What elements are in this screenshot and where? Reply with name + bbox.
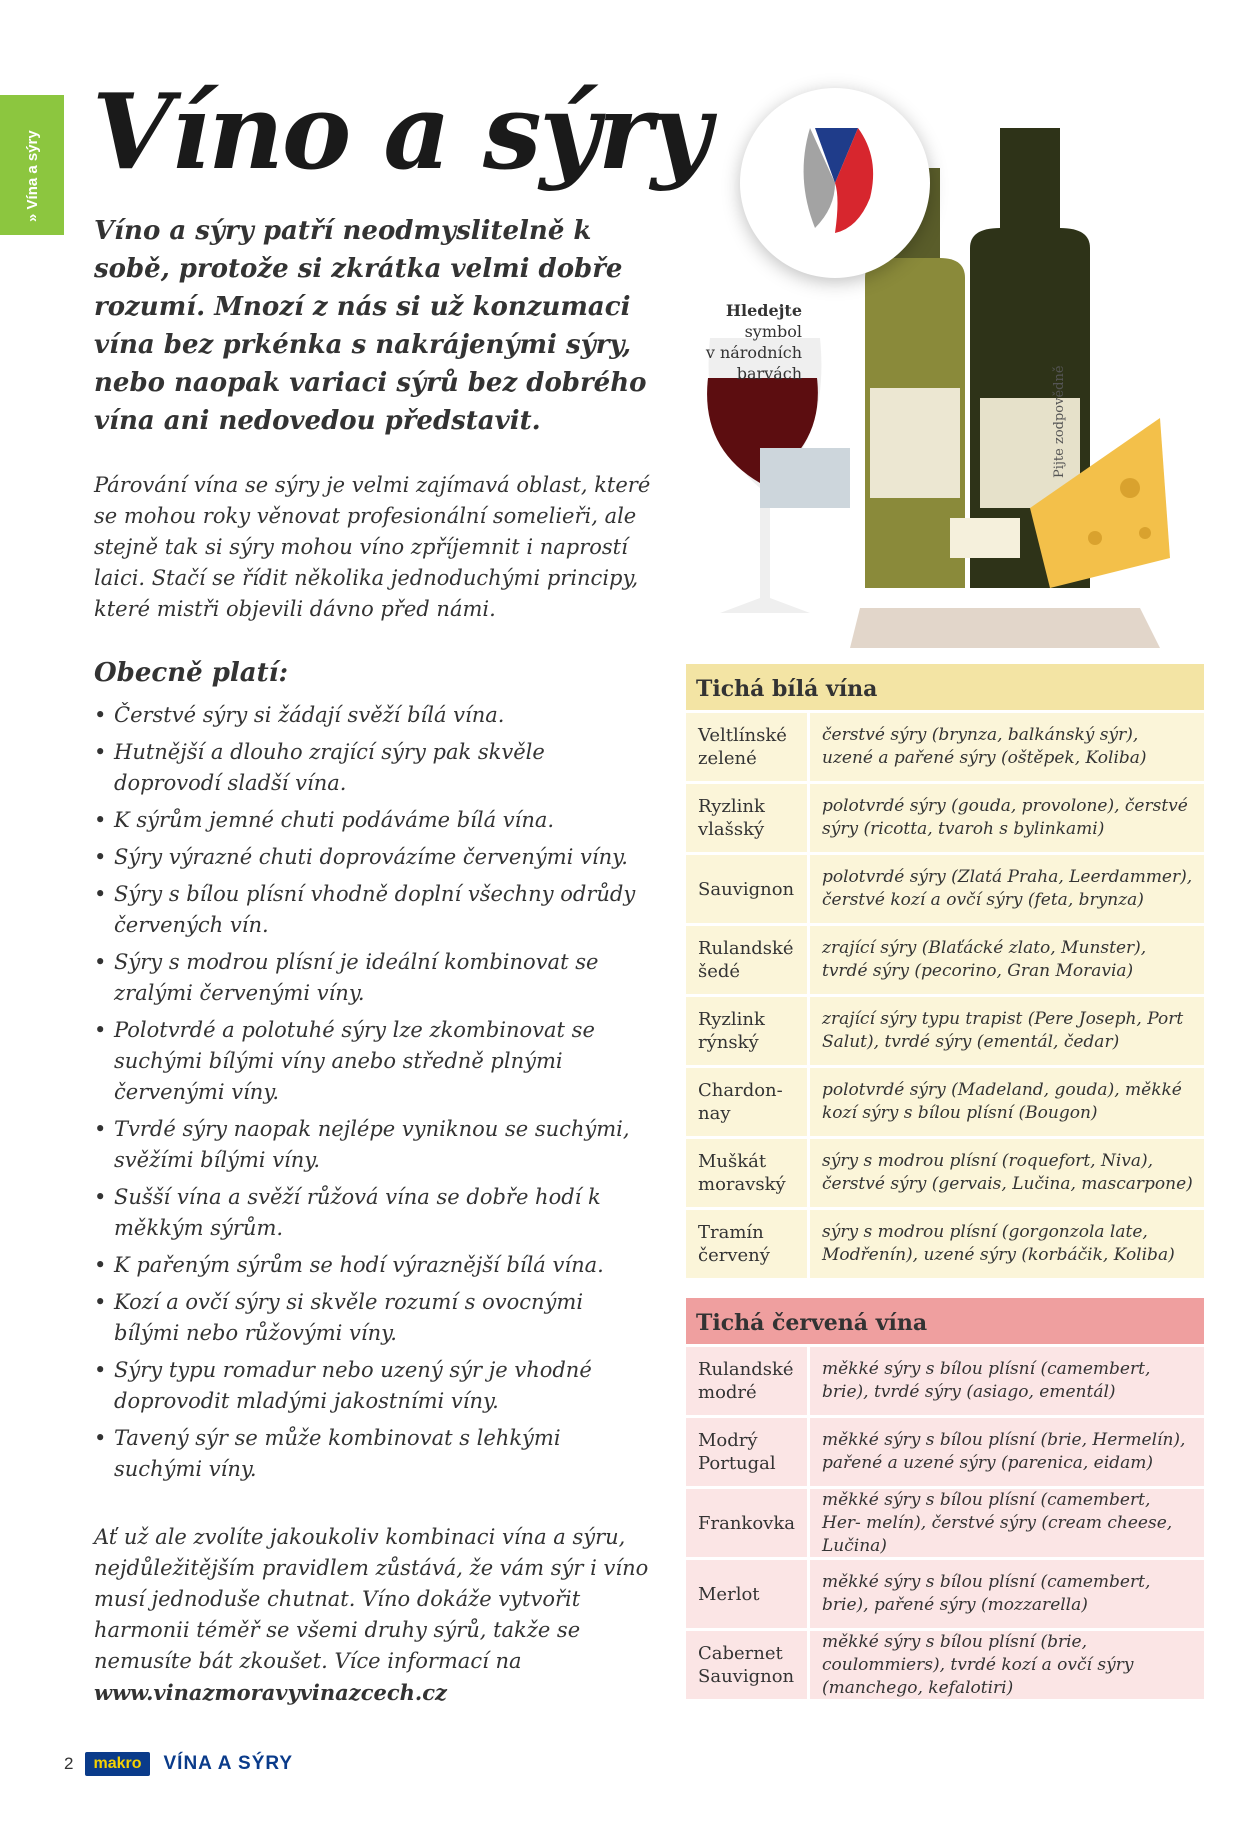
cheese-cell: polotvrdé sýry (Madeland, gouda), měkké kozí sýry s bílou plísní (Bougon) xyxy=(810,1068,1204,1136)
wine-cell: Tramín červený xyxy=(686,1210,810,1278)
table-row xyxy=(686,1557,1204,1628)
cheese-cell: sýry s modrou plísní (gorgonzola late, Modřenín), uzené sýry (korbáčik, Koliba) xyxy=(810,1210,1204,1278)
wine-cell: Ryzlink vlašský xyxy=(686,784,810,852)
page-footer xyxy=(64,1752,293,1776)
double-chevron-icon: » xyxy=(24,209,41,222)
list-item: • Tvrdé sýry naopak nejlépe vyniknou se suchými, svěžími bílými víny. xyxy=(94,1114,654,1176)
cheese-cell: polotvrdé sýry (gouda, provolone), čerstvé sýry (ricotta, tvaroh s bylinkami) xyxy=(810,784,1204,852)
cheese-cell: polotvrdé sýry (Zlatá Praha, Leerdammer), čerstvé kozí a ovčí sýry (feta, brynza) xyxy=(810,855,1204,923)
cheese-cell: zrající sýry typu trapist (Pere Joseph, Port Salut), tvrdé sýry (ementál, čedar) xyxy=(810,997,1204,1065)
footer-title: VÍNA A SÝRY xyxy=(163,1753,294,1774)
list-item: • Sýry s modrou plísní je ideální kombinovat se zralými červenými víny. xyxy=(94,947,654,1009)
table-row xyxy=(686,1628,1204,1699)
wine-cell: Merlot xyxy=(686,1560,810,1628)
list-item: • K pařeným sýrům se hodí výraznější bílá vína. xyxy=(94,1250,654,1281)
red-wine-table xyxy=(686,1298,1204,1699)
website-link[interactable]: www.vinazmoravyvinazcech.cz xyxy=(94,1680,447,1705)
drink-responsibly-note: Pijte zodpovědně xyxy=(1052,365,1067,478)
cheese-cell: měkké sýry s bílou plísní (brie, coulommiers), tvrdé kozí a ovčí sýry (manchego, kefalotiri) xyxy=(810,1631,1204,1699)
page-number: 2 xyxy=(64,1754,74,1773)
table-row xyxy=(686,994,1204,1065)
list-item: • K sýrům jemné chuti podáváme bílá vína. xyxy=(94,805,654,836)
outro-paragraph xyxy=(94,1522,674,1708)
table-row xyxy=(686,1344,1204,1415)
wine-cheese-illustration xyxy=(700,88,1180,648)
hint-line: Hledejte xyxy=(725,301,802,320)
list-item: • Tavený sýr se může kombinovat s lehkými suchými víny. xyxy=(94,1423,654,1485)
red-table-title: Tichá červená vína xyxy=(686,1298,1204,1344)
table-row xyxy=(686,852,1204,923)
cheese-cell: měkké sýry s bílou plísní (brie, Hermelín), pařené a uzené sýry (parenica, eidam) xyxy=(810,1418,1204,1486)
wine-cell: Sauvignon xyxy=(686,855,810,923)
lead-paragraph: Víno a sýry patří neodmyslitelně k sobě, protože si zkrátka velmi dobře rozumí. Mnozí z nás si už konzumaci vína bez prkénka s nakrájenými sýry, nebo naopak variaci sýrů bez dobrého vína ani nedovedou představit. xyxy=(94,216,647,436)
wine-cell: Rulandské šedé xyxy=(686,926,810,994)
table-row xyxy=(686,1207,1204,1278)
wine-cell: Cabernet Sauvignon xyxy=(686,1631,810,1699)
origin-badge xyxy=(740,88,930,278)
list-item: • Sušší vína a svěží růžová vína se dobře hodí k měkkým sýrům. xyxy=(94,1182,654,1244)
rules-list xyxy=(94,700,654,1491)
table-row xyxy=(686,1486,1204,1557)
wine-cell: Modrý Portugal xyxy=(686,1418,810,1486)
list-item: • Kozí a ovčí sýry si skvěle rozumí s ovocnými bílými nebo růžovými víny. xyxy=(94,1287,654,1349)
hint-line: symbol xyxy=(744,322,802,341)
hint-line: barvách xyxy=(736,364,802,383)
page-title: Víno a sýry xyxy=(92,70,710,193)
wine-cell: Rulandské modré xyxy=(686,1347,810,1415)
list-item: • Sýry výrazné chuti doprovázíme červenými víny. xyxy=(94,842,654,873)
cheese-cell: sýry s modrou plísní (roquefort, Niva), čerstvé sýry (gervais, Lučina, mascarpone) xyxy=(810,1139,1204,1207)
tulip-symbol-icon xyxy=(740,88,930,278)
outro-text: Ať už ale zvolíte jakoukoliv kombinaci vína a sýru, nejdůležitějším pravidlem zůstává, že vám sýr i víno musí jednoduše chutnat. Víno dokáže vytvořit harmonii téměř se všemi druhy sýrů, takže se nemusíte bát zkoušet. Více informací na xyxy=(94,1525,649,1673)
cheese-cell: čerstvé sýry (brynza, balkánský sýr), uzené a pařené sýry (oštěpek, Koliba) xyxy=(810,713,1204,781)
wine-cell: Ryzlink rýnský xyxy=(686,997,810,1065)
side-tab-label: » Vína a sýry xyxy=(24,130,41,222)
table-row xyxy=(686,710,1204,781)
table-row xyxy=(686,1065,1204,1136)
cheese-cell: měkké sýry s bílou plísní (camembert, Her- melín), čerstvé sýry (cream cheese, Lučina) xyxy=(810,1489,1204,1557)
list-item: • Sýry typu romadur nebo uzený sýr je vhodné doprovodit mladými jakostními víny. xyxy=(94,1355,654,1417)
intro-paragraph: Párování vína se sýry je velmi zajímavá oblast, které se mohou roky věnovat profesionální somelieři, ale stejně tak si sýry mohou víno zpříjemnit i naprostí laici. Stačí se řídit několika jednoduchými principy, které mistři objevili dávno před námi. xyxy=(94,473,651,621)
list-item: • Hutnější a dlouho zrající sýry pak skvěle doprovodí sladší vína. xyxy=(94,737,654,799)
general-heading: Obecně platí: xyxy=(94,658,289,688)
table-row xyxy=(686,1415,1204,1486)
symbol-hint xyxy=(700,300,802,384)
wine-cell: Chardon- nay xyxy=(686,1068,810,1136)
list-item: • Polotvrdé a polotuhé sýry lze zkombinovat se suchými bílými víny anebo středně plnými červenými víny. xyxy=(94,1015,654,1108)
wine-cell: Muškát moravský xyxy=(686,1139,810,1207)
list-item: • Sýry s bílou plísní vhodně doplní všechny odrůdy červených vín. xyxy=(94,879,654,941)
hint-line: v národních xyxy=(705,343,802,362)
wine-cell: Frankovka xyxy=(686,1489,810,1557)
cheese-cell: zrající sýry (Blaťácké zlato, Munster), tvrdé sýry (pecorino, Gran Moravia) xyxy=(810,926,1204,994)
table-row xyxy=(686,923,1204,994)
cheese-cell: měkké sýry s bílou plísní (camembert, brie), tvrdé sýry (asiago, ementál) xyxy=(810,1347,1204,1415)
makro-logo: makro xyxy=(85,1752,149,1776)
cheese-cell: měkké sýry s bílou plísní (camembert, brie), pařené sýry (mozzarella) xyxy=(810,1560,1204,1628)
wine-cell: Veltlínské zelené xyxy=(686,713,810,781)
table-row xyxy=(686,1136,1204,1207)
table-row xyxy=(686,781,1204,852)
list-item: • Čerstvé sýry si žádají svěží bílá vína. xyxy=(94,700,654,731)
white-table-title: Tichá bílá vína xyxy=(686,664,1204,710)
white-wine-table xyxy=(686,664,1204,1278)
